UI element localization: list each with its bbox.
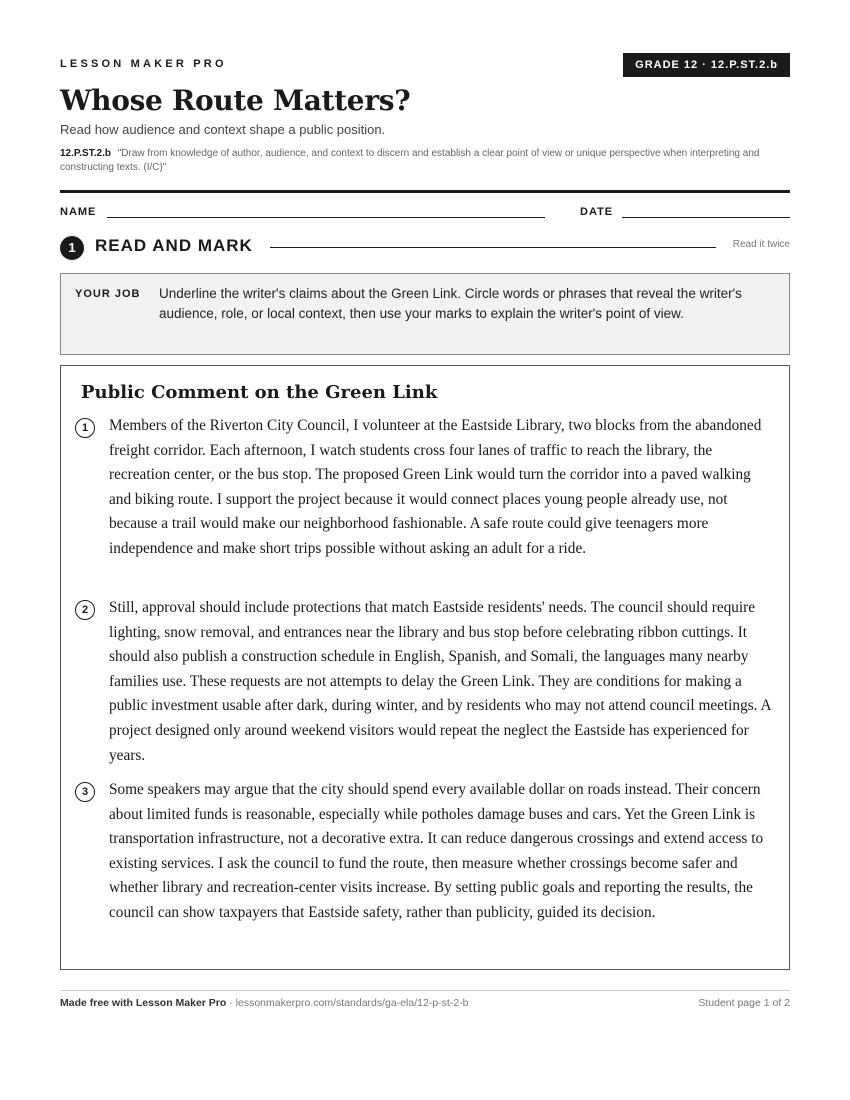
instructions-box — [60, 273, 790, 355]
page-subtitle: Read how audience and context shape a public position. — [60, 122, 386, 137]
standard-code: 12.P.ST.2.b — [60, 148, 111, 159]
paragraph-number: 1 — [75, 418, 95, 438]
paragraph-number: 2 — [75, 600, 95, 620]
footer-credit — [60, 997, 469, 1009]
reading-passage — [60, 365, 790, 970]
date-field[interactable] — [622, 217, 790, 218]
section-title: READ AND MARK — [95, 236, 253, 255]
brand-name: LESSON MAKER PRO — [60, 58, 227, 70]
page-indicator: Student page 1 of 2 — [698, 997, 790, 1009]
standard-text: "Draw from knowledge of author, audience, and context to discern and establish a clear point of view or unique perspective when interpreting and constructing texts. (I/C)" — [60, 148, 760, 173]
page-title: Whose Route Matters? — [60, 84, 411, 117]
instructions-label: YOUR JOB — [75, 288, 141, 300]
name-field[interactable] — [107, 217, 545, 218]
section-divider — [270, 247, 716, 248]
passage-paragraph: Members of the Riverton City Council, I volunteer at the Eastside Library, two blocks from the abandoned freight corridor. Each afternoon, I watch students cross four lanes of traffic to reach the library, the recreation center, or the bus stop. The proposed Green Link would turn the corridor into a paved walking and biking route. I support the project because it would connect places young people already use, not because a trail would make our neighborhood fashionable. A safe route could give teenagers more independence and make short trips possible without asking an adult for a ride. — [109, 417, 762, 557]
footer-divider — [60, 990, 790, 991]
section-note: Read it twice — [732, 239, 790, 250]
date-label: DATE — [580, 206, 614, 218]
standard-description — [60, 147, 790, 175]
instructions-text: Underline the writer's claims about the Green Link. Circle words or phrases that reveal the writer's audience, role, or local context, then use your marks to explain the writer's point of view. — [159, 286, 742, 321]
passage-title: Public Comment on the Green Link — [81, 382, 438, 403]
grade-badge: GRADE 12 · 12.P.ST.2.b — [623, 53, 790, 77]
passage-paragraph: Some speakers may argue that the city should spend every available dollar on roads instead. Their concern about limited funds is reasonable, especially while potholes damage buses and cars. Yet the Green Link is transportation infrastructure, not a decorative extra. It can reduce dangerous crossings and extend access to existing services. I ask the council to fund the route, then measure whether crossings become safer and whether library and recreation-center visits increase. By setting public goals and reporting the results, the council can show taxpayers that Eastside safety, rather than publicity, guided its decision. — [109, 781, 764, 921]
name-label: NAME — [60, 206, 97, 218]
footer-made-with: Made free with Lesson Maker Pro — [60, 997, 227, 1009]
paragraph-number: 3 — [75, 782, 95, 802]
header-divider — [60, 190, 790, 193]
section-number: 1 — [60, 236, 84, 260]
passage-paragraph: Still, approval should include protections that match Eastside residents' needs. The council should require lighting, snow removal, and entrances near the library and bus stop before celebrating ribbon cuttings. It should also publish a construction schedule in English, Spanish, and Somali, the languages many nearby families use. These requests are not attempts to delay the Green Link. They are conditions for making a public investment usable after dark, during winter, and by residents who may not attend council meetings. A project designed only around weekend visitors would repeat the neglect the Eastside has experienced for years. — [109, 599, 771, 764]
footer-url[interactable]: · lessonmakerpro.com/standards/ga-ela/12-p-st-2-b — [226, 997, 469, 1009]
